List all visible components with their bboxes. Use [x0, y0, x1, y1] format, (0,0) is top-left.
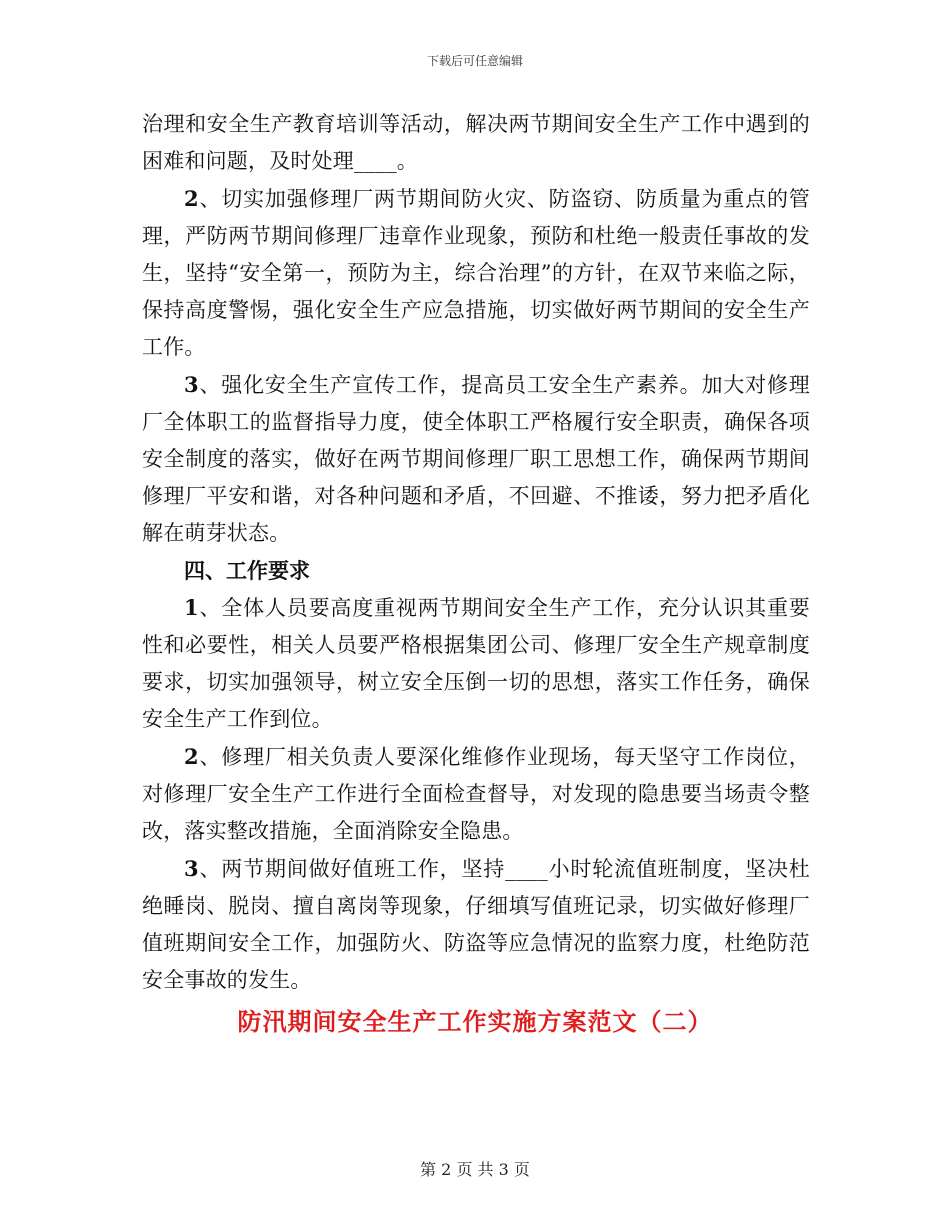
paragraph-req-2: [142, 738, 810, 850]
header-note: 下载后可任意编辑: [426, 54, 523, 68]
paragraph-text: 、全体人员要高度重视两节期间安全生产工作，充分认识其重要性和必要性，相关人员要严格根据集团公司、修理厂安全生产规章制度要求，切实加强领导，树立安全压倒一切的思想，落实工作任务，确保安全生产工作到位。: [142, 596, 810, 731]
document-body: [142, 106, 810, 999]
paragraph-req-3: [142, 850, 810, 999]
item-number: 3: [184, 856, 199, 881]
page-footer: 第 2 页 共 3 页: [420, 1160, 530, 1179]
paragraph-text: 、两节期间做好值班工作，坚持____小时轮流值班制度，坚决杜绝睡岗、脱岗、擅自离岗等现象，仔细填写值班记录，切实做好修理厂值班期间安全工作，加强防火、防盗等应急情况的监察力度，杜绝防范安全事故的发生。: [142, 857, 810, 992]
paragraph-text: 、切实加强修理厂两节期间防火灾、防盗窃、防质量为重点的管理，严防两节期间修理厂违章作业现象，预防和杜绝一般责任事故的发生，坚持“安全第一，预防为主，综合治理”的方针，在双节来临之际，保持高度警惕，强化安全生产应急措施，切实做好两节期间的安全生产工作。: [142, 187, 810, 359]
item-number: 3: [184, 372, 199, 397]
paragraph-item-3-publicity: [142, 366, 810, 552]
item-number: 2: [184, 744, 199, 769]
paragraph-item-2-fire-theft: [142, 180, 810, 366]
paragraph-req-1: [142, 589, 810, 738]
next-document-title: 防汛期间安全生产工作实施方案范文（二）: [237, 1007, 713, 1036]
paragraph-text: 、修理厂相关负责人要深化维修作业现场，每天坚守工作岗位，对修理厂安全生产工作进行全面检查督导，对发现的隐患要当场责令整改，落实整改措施，全面消除安全隐患。: [142, 745, 810, 843]
section-heading: 四、工作要求: [184, 558, 310, 583]
paragraph-text: 、强化安全生产宣传工作，提高员工安全生产素养。加大对修理厂全体职工的监督指导力度，使全体职工严格履行安全职责，确保各项安全制度的落实，做好在两节期间修理厂职工思想工作，确保两节期间修理厂平安和谐，对各种问题和矛盾，不回避、不推诿，努力把矛盾化解在萌芽状态。: [142, 373, 810, 545]
paragraph-continuation: 治理和安全生产教育培训等活动，解决两节期间安全生产工作中遇到的困难和问题，及时处理____。: [142, 112, 810, 173]
item-number: 2: [184, 186, 199, 211]
item-number: 1: [184, 595, 199, 620]
